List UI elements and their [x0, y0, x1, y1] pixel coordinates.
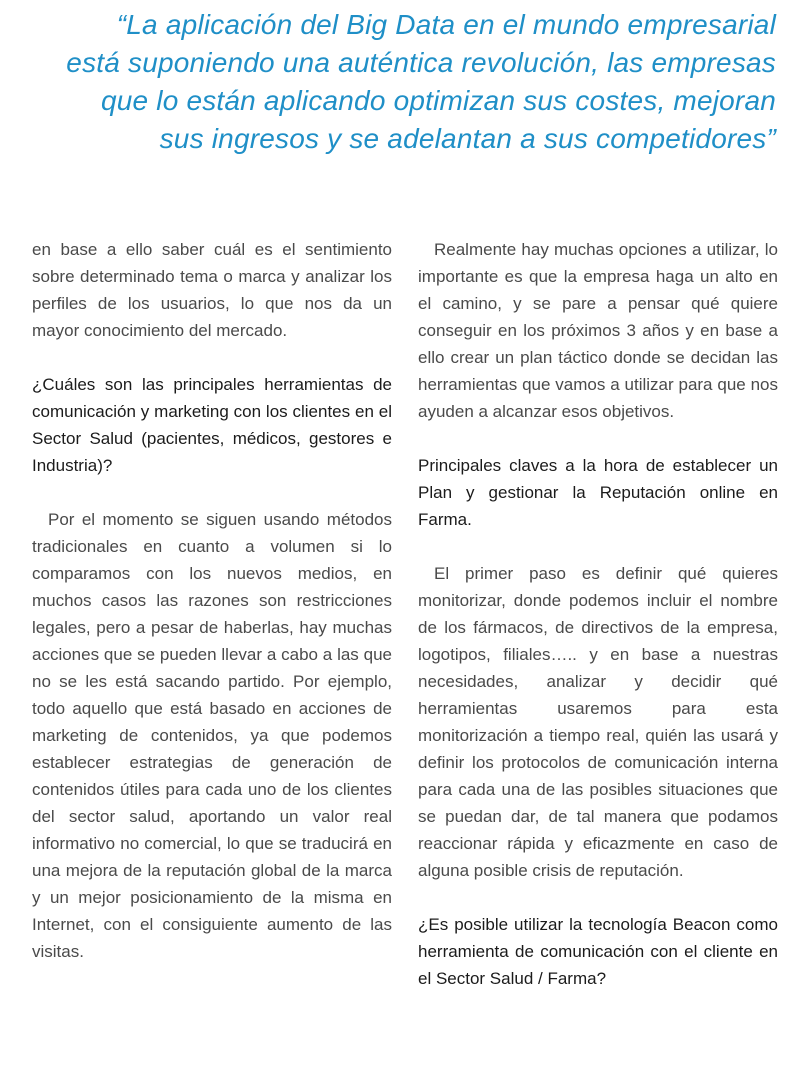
left-column	[32, 236, 392, 965]
right-column	[418, 236, 778, 992]
body-paragraph: Por el momento se siguen usando métodos tradicionales en cuanto a volumen si lo comparamos con los nuevos medios, en muchos casos las razones son restricciones legales, pero a pesar de haberlas, hay muchas acciones que se pueden llevar a cabo a las que no se les está sacando partido. Por ejemplo, todo aquello que está basado en acciones de marketing de contenidos, ya que podemos establecer estrategias de generación de contenidos útiles para cada uno de los clientes del sector salud, aportando un valor real informativo no comercial, lo que se traducirá en una mejora de la reputación global de la marca y un mejor posicionamiento de la misma en Internet, con el consiguiente aumento de las visitas.	[32, 510, 392, 961]
pull-quote-line: “La aplicación del Big Data en el mundo empresarial	[116, 9, 776, 40]
pull-quote	[0, 6, 776, 158]
interview-question: ¿Cuáles son las principales herramientas de comunicación y marketing con los clientes en el Sector Salud (pacientes, médicos, gestores e Industria)?	[32, 375, 392, 475]
interview-question: ¿Es posible utilizar la tecnología Beacon como herramienta de comunicación con el cliente en el Sector Salud / Farma?	[418, 915, 778, 988]
pull-quote-line: sus ingresos y se adelantan a sus competidores”	[159, 123, 776, 154]
pull-quote-line: está suponiendo una auténtica revolución, las empresas	[66, 47, 776, 78]
body-paragraph: Realmente hay muchas opciones a utilizar, lo importante es que la empresa haga un alto en el camino, y se pare a pensar qué quiere conseguir en los próximos 3 años y en base a ello crear un plan táctico donde se decidan las herramientas que vamos a utilizar para que nos ayuden a alcanzar esos objetivos.	[418, 240, 778, 421]
body-paragraph: en base a ello saber cuál es el sentimiento sobre determinado tema o marca y analizar los perfiles de los usuarios, lo que nos da un mayor conocimiento del mercado.	[32, 240, 392, 340]
body-paragraph: El primer paso es definir qué quieres monitorizar, donde podemos incluir el nombre de los fármacos, de directivos de la empresa, logotipos, filiales….. y en base a nuestras necesidades, analizar y decidir qué herramientas usaremos para esta monitorización a tiempo real, quién las usará y definir los protocolos de comunicación interna para cada una de las posibles situaciones que se puedan dar, de tal manera que podamos reaccionar rápida y eficazmente en caso de alguna posible crisis de reputación.	[418, 564, 778, 880]
interview-question: Principales claves a la hora de establecer un Plan y gestionar la Reputación online en Farma.	[418, 456, 778, 529]
pull-quote-line: que lo están aplicando optimizan sus costes, mejoran	[100, 85, 776, 116]
